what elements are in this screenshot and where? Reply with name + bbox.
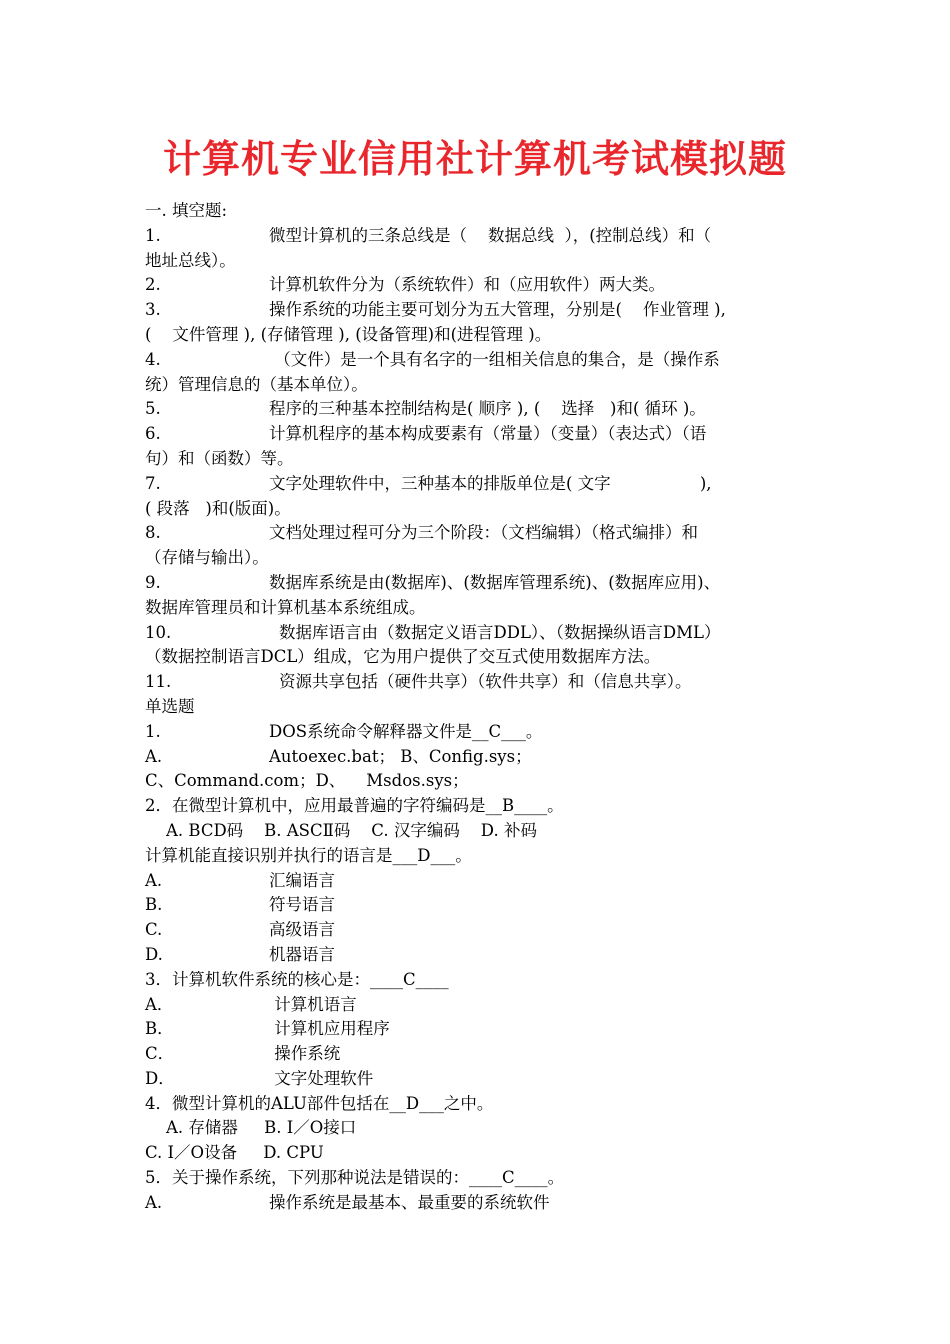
item-text: （文件）是一个具有名字的一组相关信息的集合，是（操作系: [269, 349, 720, 369]
item-number: 3.: [145, 300, 161, 320]
text-line: [145, 323, 825, 348]
item-number: C.: [145, 920, 163, 940]
text-line: [145, 670, 825, 695]
text-line: [145, 1017, 825, 1042]
item-number: D．: [145, 1068, 175, 1088]
text-line: [145, 472, 825, 497]
item-text: C. I／O设备 D. CPU: [145, 1143, 324, 1163]
item-text: （存储与输出）。: [145, 548, 269, 568]
text-line: [145, 745, 825, 770]
text-line: [145, 1092, 825, 1117]
item-text: 汇编语言: [269, 870, 335, 890]
item-text: 统）管理信息的（基本单位）。: [145, 374, 368, 394]
item-text: （数据控制语言DCL）组成，它为用户提供了交互式使用数据库方法。: [145, 647, 661, 667]
item-text: C、Command.com；D、 Msdos.sys；: [145, 771, 469, 791]
text-line: [145, 695, 825, 720]
text-line: [145, 521, 825, 546]
item-number: 5.: [145, 399, 161, 419]
item-text: A. BCD码 B. ASCⅡ码 C. 汉字编码 D. 补码: [145, 820, 537, 840]
text-line: [145, 1042, 825, 1067]
text-line: [145, 447, 825, 472]
text-line: [145, 1191, 825, 1216]
item-text: Autoexec.bat； B、Config.sys；: [269, 746, 532, 766]
item-number: 4.: [145, 349, 161, 369]
text-line: [145, 273, 825, 298]
text-line: [145, 224, 825, 249]
item-text: 机器语言: [269, 944, 335, 964]
text-line: [145, 1166, 825, 1191]
text-line: [145, 422, 825, 447]
text-line: [145, 596, 825, 621]
text-line: [145, 298, 825, 323]
item-number: 6.: [145, 424, 161, 444]
item-number: 11.: [145, 672, 172, 692]
text-line: [145, 918, 825, 943]
item-text: 计算机语言: [269, 994, 357, 1014]
text-line: [145, 720, 825, 745]
text-line: [145, 497, 825, 522]
text-line: [145, 1067, 825, 1092]
text-line: [145, 794, 825, 819]
text-line: [145, 546, 825, 571]
item-number: 1.: [145, 225, 161, 245]
text-line: [145, 769, 825, 794]
text-line: [145, 645, 825, 670]
text-line: [145, 893, 825, 918]
text-line: [145, 869, 825, 894]
text-line: [145, 1116, 825, 1141]
item-number: A.: [145, 870, 163, 890]
text-line: [145, 1141, 825, 1166]
item-text: 数据库语言由（数据定义语言DDL）、（数据操纵语言DML）: [279, 622, 721, 642]
item-text: 计算机软件分为（系统软件）和（应用软件）两大类。: [269, 275, 665, 295]
item-text: 文字处理软件: [269, 1068, 374, 1088]
item-number: C．: [145, 1044, 175, 1064]
item-number: A．: [145, 994, 174, 1014]
item-number: A.: [145, 746, 163, 766]
item-text: 数据库系统是由(数据库)、(数据库管理系统)、(数据库应用)、: [269, 572, 721, 592]
document-title: 计算机专业信用社计算机考试模拟题: [162, 137, 787, 181]
item-number: B.: [145, 895, 163, 915]
item-text: 程序的三种基本控制结构是( 顺序 ), ( 选择 )和( 循环 )。: [269, 399, 706, 419]
item-text: 4．微型计算机的ALU部件包括在__D___之中。: [145, 1093, 494, 1113]
text-line: [145, 348, 825, 373]
item-number: 1.: [145, 721, 161, 741]
item-text: 计算机应用程序: [269, 1019, 390, 1039]
item-text: 文字处理软件中，三种基本的排版单位是( 文字 ),: [269, 473, 712, 493]
text-line: [145, 373, 825, 398]
text-line: [145, 844, 825, 869]
item-number: 7.: [145, 473, 161, 493]
item-text: 符号语言: [269, 895, 335, 915]
item-number: B．: [145, 1019, 174, 1039]
item-text: 3．计算机软件系统的核心是：____C____: [145, 969, 449, 989]
item-text: 操作系统: [269, 1044, 341, 1064]
item-text: 资源共享包括（硬件共享）（软件共享）和（信息共享）。: [279, 672, 692, 692]
text-line: [145, 397, 825, 422]
item-text: DOS系统命令解释器文件是__C___。: [269, 721, 543, 741]
item-number: 2.: [145, 275, 161, 295]
text-line: [145, 571, 825, 596]
text-line: [145, 943, 825, 968]
item-text: ( 段落 )和(版面)。: [145, 498, 291, 518]
item-text: 单选题: [145, 696, 195, 716]
item-number: A.: [145, 1192, 163, 1212]
item-text: 操作系统是最基本、最重要的系统软件: [269, 1192, 550, 1212]
item-text: 操作系统的功能主要可划分为五大管理，分别是( 作业管理 ),: [269, 300, 726, 320]
text-line: [145, 199, 825, 224]
text-line: [145, 249, 825, 274]
item-text: 计算机程序的基本构成要素有（常量）（变量）（表达式）（语: [269, 424, 707, 444]
text-line: [145, 993, 825, 1018]
item-text: 一. 填空题:: [145, 201, 228, 220]
text-line: [145, 819, 825, 844]
item-text: 微型计算机的三条总线是（ 数据总线 ），(控制总线）和（: [269, 225, 712, 245]
item-number: 10.: [145, 622, 172, 642]
item-text: 5．关于操作系统，下列那种说法是错误的：____C____。: [145, 1168, 565, 1188]
item-text: 地址总线）。: [145, 250, 236, 270]
item-text: 2．在微型计算机中，应用最普遍的字符编码是__B____。: [145, 796, 564, 816]
item-number: D.: [145, 944, 163, 964]
item-text: 文档处理过程可分为三个阶段：（文档编辑）（格式编排）和: [269, 523, 698, 543]
item-text: 高级语言: [269, 920, 335, 940]
document-body: [145, 199, 825, 1216]
item-text: 句）和（函数）等。: [145, 448, 294, 468]
item-number: 9.: [145, 572, 161, 592]
item-number: 8.: [145, 523, 161, 543]
item-text: A. 存储器 B. I／O接口: [145, 1118, 357, 1138]
item-text: 计算机能直接识别并执行的语言是___D___。: [145, 845, 472, 865]
item-text: 数据库管理员和计算机基本系统组成。: [145, 597, 426, 617]
text-line: [145, 621, 825, 646]
item-text: ( 文件管理 ), (存储管理 ), (设备管理)和(进程管理 )。: [145, 324, 552, 344]
text-line: [145, 968, 825, 993]
